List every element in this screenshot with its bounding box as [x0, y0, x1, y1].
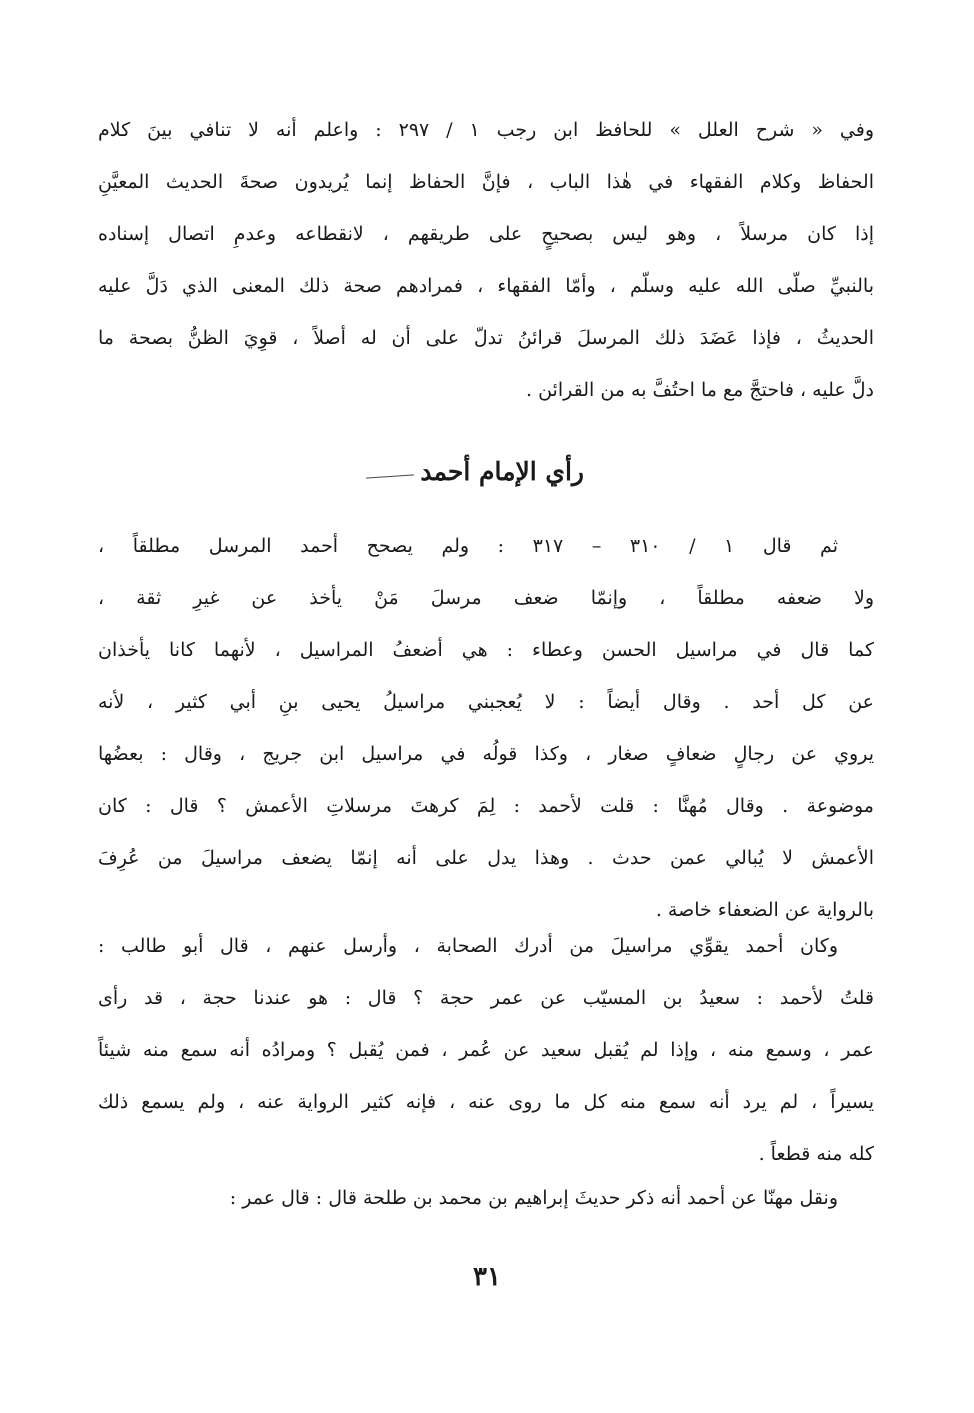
paragraph-saeed-ibn-musayyib	[98, 920, 874, 1180]
text-line: موضوعة . وقال مُهنَّا : قلت لأحمد : لِمَ كرهتَ مرسلاتِ الأعمش ؟ قال : كان	[98, 795, 874, 817]
text-line: ونقل مهنّا عن أحمد أنه ذكر حديثَ إبراهيم بن محمد بن طلحة قال : قال عمر :	[229, 1187, 838, 1209]
section-heading	[0, 442, 974, 502]
text-line: عن كل أحد . وقال أيضاً : لا يُعجبني مراسيلُ يحيى بنِ أبي كثير ، لأنه	[98, 691, 874, 713]
text-line: بالرواية عن الضعفاء خاصة .	[655, 899, 874, 921]
page-number: ٣١	[473, 1262, 501, 1292]
text-line: عمر ، وسمع منه ، وإذا لم يُقبل سعيد عن عُمر ، فمن يُقبل ؟ ومرادُه أنه سمع منه شيئاً	[98, 1039, 874, 1061]
paragraph-imam-ahmad-mursal	[98, 520, 874, 936]
text-line: قلتُ لأحمد : سعيدُ بن المسيّب عن عمر حجة ؟ قال : هو عندنا حجة ، قد رأى	[98, 987, 874, 1009]
text-line: الحفاظ وكلام الفقهاء في هٰذا الباب ، فإنَّ الحفاظ إنما يُريدون صحةَ الحديث المعيَّنِ	[98, 171, 874, 193]
text-line: الأعمش لا يُبالي عمن حدث . وهذا يدل على أنه إنمّا يضعف مراسيلَ من عُرِفَ	[98, 847, 874, 869]
section-heading-text: رأي الإمام أحمد	[420, 457, 584, 486]
text-line: ثم قال ١ / ٣١٠ – ٣١٧ : ولم يصحح أحمد المرسل مطلقاً ،	[98, 535, 838, 557]
text-line: كله منه قطعاً .	[758, 1143, 874, 1165]
text-line: يروي عن رجالٍ ضعافٍ صغار ، وكذا قولُه في مراسيل ابن جريج ، وقال : بعضُها	[98, 743, 874, 765]
heading-decorative-rule	[366, 474, 414, 478]
text-line: وفي « شرح العلل » للحافظ ابن رجب ١ / ٢٩٧ : واعلم أنه لا تنافي بينَ كلام	[98, 119, 874, 141]
text-line: يسيراً ، لم يرد أنه سمع منه كل ما روى عنه ، فإنه كثير الرواية عنه ، ولم يسمع ذلك	[98, 1091, 874, 1113]
text-line: الحديثُ ، فإذا عَضَدَ ذلك المرسلَ قرائنُ تدلّ على أن له أصلاً ، قوِيَ الظنُّ بصحة ما	[98, 327, 874, 349]
text-line: إذا كان مرسلاً ، وهو ليس بصحيحٍ على طريقهم ، لانقطاعه وعدمِ اتصال إسناده	[98, 223, 874, 245]
text-line: بالنبيِّ صلّى الله عليه وسلّم ، وأمّا الفقهاء ، فمرادهم صحة ذلك المعنى الذي دَلَّ عليه	[98, 275, 874, 297]
paragraph-sharh-al-ilal	[98, 104, 874, 416]
text-line: ولا ضعفه مطلقاً ، وإنمّا ضعف مرسلَ مَنْ يأخذ عن غيرِ ثقة ،	[98, 587, 874, 609]
paragraph-muhanna	[98, 1172, 874, 1224]
text-line: وكان أحمد يقوِّي مراسيلَ من أدرك الصحابة ، وأرسل عنهم ، قال أبو طالب :	[98, 935, 838, 957]
text-line: كما قال في مراسيل الحسن وعطاء : هي أضعفُ المراسيل ، لأنهما كانا يأخذان	[98, 639, 874, 661]
text-line: دلَّ عليه ، فاحتجَّ مع ما احتُفَّ به من القرائن .	[526, 379, 874, 401]
